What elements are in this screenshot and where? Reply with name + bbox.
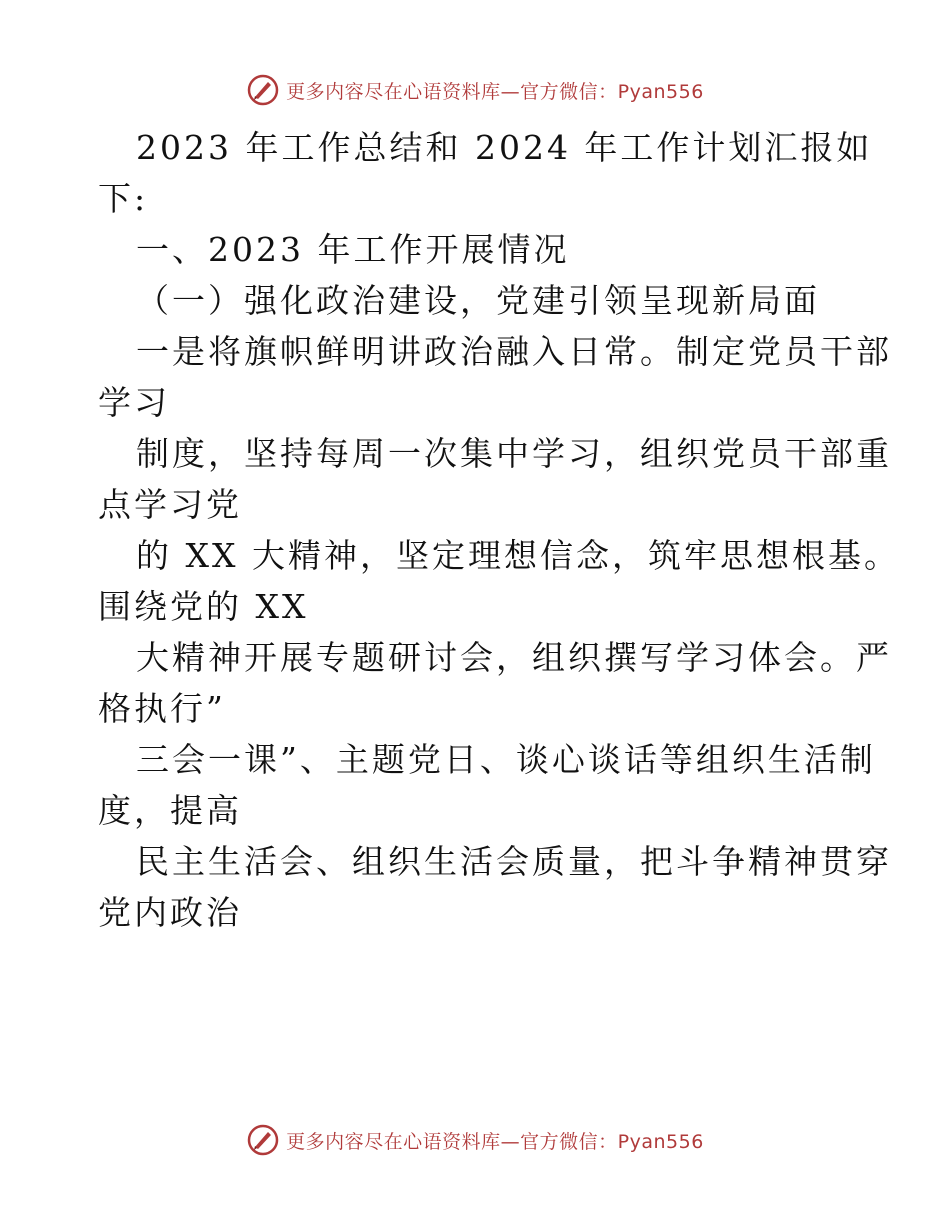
document-body bbox=[98, 122, 900, 938]
watermark-text: 更多内容尽在心语资料库—官方微信：Pyan556 bbox=[286, 80, 704, 103]
text-line: 点学习党 bbox=[98, 485, 242, 524]
text-line: 一是将旗帜鲜明讲政治融入日常。制定党员干部 bbox=[136, 332, 892, 371]
text-line: 2023 年工作总结和 2024 年工作计划汇报如 bbox=[136, 128, 873, 167]
footer-watermark bbox=[0, 1120, 950, 1160]
text-line: 民主生活会、组织生活会质量，把斗争精神贯穿 bbox=[136, 842, 892, 881]
watermark-text: 更多内容尽在心语资料库—官方微信：Pyan556 bbox=[286, 1130, 704, 1153]
pen-seal-icon bbox=[246, 73, 280, 107]
text-line: 度，提高 bbox=[98, 791, 242, 830]
text-line: 格执行” bbox=[98, 689, 226, 728]
text-line: 围绕党的 XX bbox=[98, 587, 309, 626]
subsection-heading: （一）强化政治建设，党建引领呈现新局面 bbox=[136, 281, 820, 320]
section-heading: 一、2023 年工作开展情况 bbox=[136, 230, 570, 269]
header-watermark bbox=[0, 70, 950, 110]
text-line: 三会一课”、主题党日、谈心谈话等组织生活制 bbox=[136, 740, 876, 779]
text-line: 制度，坚持每周一次集中学习，组织党员干部重 bbox=[136, 434, 892, 473]
text-line: 下: bbox=[98, 179, 149, 218]
text-line: 大精神开展专题研讨会，组织撰写学习体会。严 bbox=[136, 638, 892, 677]
text-line: 的 XX 大精神，坚定理想信念，筑牢思想根基。 bbox=[136, 536, 900, 575]
text-line: 学习 bbox=[98, 383, 170, 422]
text-line: 党内政治 bbox=[98, 893, 242, 932]
pen-seal-icon bbox=[246, 1123, 280, 1157]
